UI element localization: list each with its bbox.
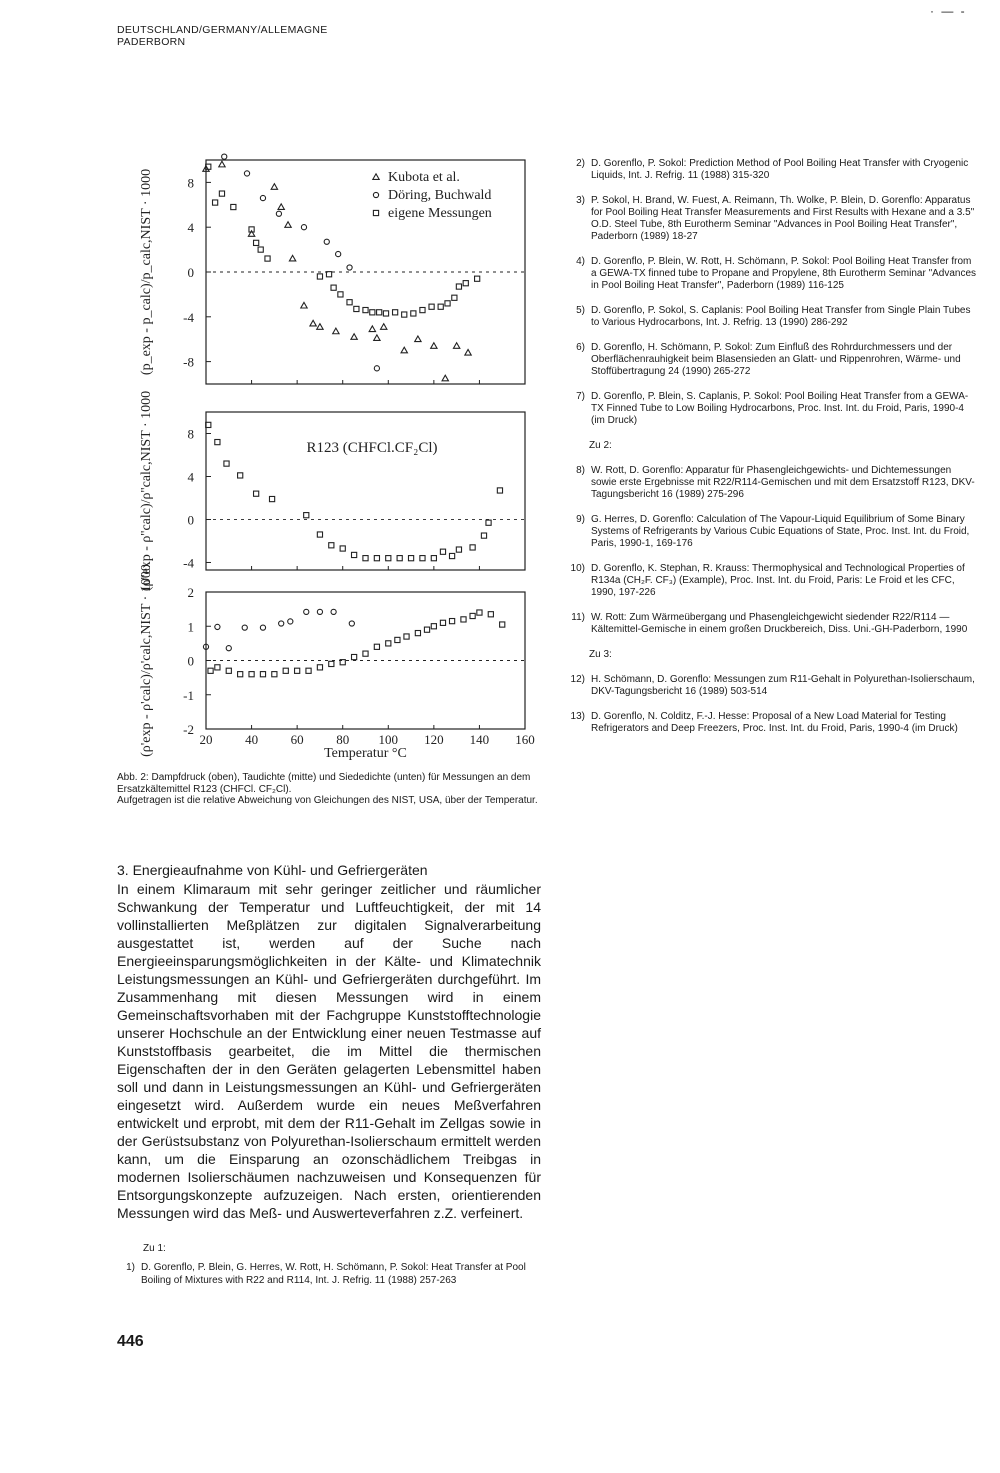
data-point (306, 668, 311, 673)
x-axis-label: Temperatur °C (324, 746, 407, 761)
figure-abb-2 (0, 0, 560, 770)
reference-text: D. Gorenflo, P. Blein, W. Rott, H. Schömann, P. Sokol: Pool Boiling Heat Transfer from a GEWA-TX finned tube to Propane and Propylene, 8th Eurotherm Seminar "Advances in Pool Boiling Heat Transfer", Paderborn (1989) 116-125 (591, 256, 977, 291)
data-point (295, 668, 300, 673)
figure-caption (117, 772, 542, 807)
data-point (310, 320, 316, 326)
reference-number: 13) (570, 711, 585, 722)
data-point (465, 349, 471, 355)
reference-text: W. Rott, D. Gorenflo: Apparatur für Phasengleichgewichts- und Dichtemessungen sowie erste Ergebnisse mit R22/R114-Gemischen und mit dem Ersatzstoff R123, DKV-Tagungsbericht 16 (1989) 275-296 (591, 465, 975, 500)
data-point (386, 556, 391, 561)
reference-number: 1) (126, 1262, 135, 1273)
data-point (352, 552, 357, 557)
data-point (238, 473, 243, 478)
data-point (363, 307, 368, 312)
reference-item (567, 711, 977, 735)
data-point (420, 556, 425, 561)
data-point (374, 366, 379, 371)
caption-line-2: Aufgetragen ist die relative Abweichung von Gleichungen des NIST, USA, über der Temperatur. (117, 795, 538, 806)
reference-item (567, 612, 977, 636)
reference-item (567, 305, 977, 329)
legend-entry: Döring, Buchwald (388, 188, 492, 203)
data-point (215, 665, 220, 670)
reference-number: 6) (576, 342, 585, 353)
data-point (276, 211, 281, 216)
data-point (470, 545, 475, 550)
data-point (226, 646, 231, 651)
y-tick-label: 0 (187, 265, 194, 280)
data-point (486, 520, 491, 525)
data-point (333, 328, 339, 334)
data-point (481, 533, 486, 538)
data-point (249, 672, 254, 677)
data-point (449, 619, 454, 624)
zu-label: Zu 3: (589, 649, 612, 660)
reference-text: G. Herres, D. Gorenflo: Calculation of The Vapour-Liquid Equilibrium of Some Binary Systems of Refrigerants by Various Cubic Equations of State, Proc. Inst. Int. du Froid, Paris, 1990-1, 169-176 (591, 514, 970, 549)
reference-text: D. Gorenflo, P. Sokol: Prediction Method of Pool Boiling Heat Transfer with Cryogenic Liquids, Int. J. Refrig. 11 (1988) 315-320 (591, 158, 969, 181)
data-point (329, 661, 334, 666)
x-tick-label: 80 (336, 732, 350, 747)
data-point (317, 274, 322, 279)
references-list (567, 158, 977, 748)
data-point (456, 547, 461, 552)
y-tick-label: 0 (187, 512, 194, 528)
data-point (278, 204, 284, 210)
data-point (301, 225, 306, 230)
reference-item (567, 514, 977, 550)
legend-marker (373, 192, 378, 197)
data-point (340, 546, 345, 551)
data-point (431, 343, 437, 349)
y-tick-label: 1 (187, 619, 194, 635)
data-point (461, 617, 466, 622)
data-point (254, 491, 259, 496)
data-point (442, 375, 448, 381)
data-point (470, 613, 475, 618)
reference-number: 9) (576, 514, 585, 525)
x-tick-label: 160 (515, 732, 535, 747)
y-tick-label: -8 (183, 354, 194, 370)
caption-line-1: Abb. 2: Dampfdruck (oben), Taudichte (mitte) und Siededichte (unten) für Messungen an dem Ersatzkältemittel R123 (CHFCl. CF₂Cl). (117, 772, 531, 795)
data-point (393, 310, 398, 315)
y-tick-label: -1 (183, 687, 194, 703)
data-point (272, 672, 277, 677)
data-point (351, 334, 357, 340)
y-tick-label: 4 (187, 220, 194, 236)
data-point (369, 326, 375, 332)
data-point (349, 621, 354, 626)
data-point (231, 204, 236, 209)
data-point (283, 668, 288, 673)
data-point (374, 556, 379, 561)
reference-item (567, 391, 977, 427)
data-point (415, 336, 421, 342)
reference-text: W. Rott: Zum Wärmeübergang und Phasengleichgewicht siedender R22/R114 — Kältemittel-Gemische in einem großen Druckbereich, Diss. Uni.-GH-Paderborn, 1990 (591, 612, 968, 635)
data-point (438, 304, 443, 309)
data-point (260, 195, 265, 200)
reference-text: D. Gorenflo, P. Sokol, S. Caplanis: Pool Boiling Heat Transfer from Single Plain Tubes to Various Hydrocarbons, Int. J. Refrig. 13 (1990) 286-292 (591, 305, 971, 328)
data-point (363, 651, 368, 656)
y-tick-label: 4 (187, 469, 194, 485)
x-tick-label: 100 (378, 732, 399, 747)
reference-text: D. Gorenflo, P. Blein, G. Herres, W. Rott, H. Schömann, P. Sokol: Heat Transfer at Pool Boiling of Mixtures with R22 and R114, Int. J. Refrig. 11 (1988) 257-263 (141, 1262, 526, 1286)
data-point (329, 543, 334, 548)
header-city: PADERBORN (117, 36, 186, 48)
y-tick-label: 8 (187, 426, 194, 442)
section-body: In einem Klimaraum mit sehr geringer zeitlicher und räumlicher Schwankung der Temperatur und Luftfeuchtigkeit, der mit 14 vollinstallierten Meßplätzen zur digitalen Signalverarbeitung ausgestattet ist, werden auf der Suche nach Energieeinsparungsmöglichkeiten in der Kälte- und Klimatechnik Leistungsmessungen an Kühl- und Gefriergeräten durchgeführt. Im Zusammenhang mit diesen Messungen wird in einem Gemeinschaftsvorhaben mit der Fachgruppe Kunststofftechnologie unserer Hochschule an der Entwicklung einer neuen Testmasse auf Kunststoffbasis gearbeitet, die im Mittel die thermischen Eigenschaften der in den Geräten gelagerten Lebensmittel haben soll und dann in Leistungsmessungen an Kühl- und Gefriergeräten eingesetzt wird. Außerdem wurde ein neues Meßverfahren entwickelt und erprobt, mit dem der R11-Gehalt im Zellgas sowie in der Gerüstsubstanz von Polyurethan-Isolierschaum ermittelt werden kann, um die Einsparung an ozonschädlichem Treibgas in modernen Isolierschäumen nachzuweisen und Konsequenzen für Entsorgungskonzepte aufzuzeigen. Nach ersten, orientierenden Messungen wird das Meß- und Auswerteverfahren z.Z. verfeinert. (117, 881, 541, 1221)
data-point (449, 553, 454, 558)
data-point (336, 251, 341, 256)
reference-number: 5) (576, 305, 585, 316)
data-point (440, 549, 445, 554)
data-point (208, 668, 213, 673)
reference-text: D. Gorenflo, N. Colditz, F.-J. Hesse: Proposal of a New Load Material for Testing Refrigerators and Deep Freezers, Proc. Inst. Int. du Froid, Paris, 1990-4 (im Druck) (591, 711, 958, 734)
y-tick-label: 2 (187, 585, 194, 600)
y-axis-label: (ρ''exp - ρ''calc)/ρ''calc,NIST · 1000 (139, 390, 154, 592)
reference-item (567, 674, 977, 698)
reference-1 (117, 1262, 541, 1287)
data-point (254, 240, 259, 245)
x-tick-label: 140 (469, 732, 490, 747)
data-point (401, 347, 407, 353)
data-point (395, 637, 400, 642)
reference-number: 10) (570, 563, 585, 574)
data-point (269, 496, 274, 501)
data-point (500, 622, 505, 627)
data-point (331, 285, 336, 290)
data-point (440, 620, 445, 625)
data-point (445, 301, 450, 306)
data-point (477, 610, 482, 615)
legend-marker (373, 210, 378, 215)
reference-text: D. Gorenflo, P. Blein, S. Caplanis, P. Sokol: Pool Boiling Heat Transfer from a GEWA-TX Finned Tube to Low Boiling Hydrocarbons, Proc. Inst. Int. du Froid, Paris, 1990-4 (im Druck) (591, 391, 969, 426)
data-point (431, 624, 436, 629)
data-point (411, 311, 416, 316)
data-point (213, 200, 218, 205)
reference-text: D. Gorenflo, H. Schömann, P. Sokol: Zum Einfluß des Rohrdurchmessers und der Oberflächenrauhigkeit beim Blasensieden an Glatt- und Rippenrohren, Wärme- und Stoffübertragung 24 (1990) 265-272 (591, 342, 961, 377)
y-tick-label: -4 (183, 309, 194, 325)
page-number: 446 (117, 1333, 144, 1350)
y-tick-label: -2 (183, 722, 194, 737)
y-axis-label: (p_exp - p_calc)/p_calc,NIST · 1000 (139, 168, 154, 376)
reference-text: P. Sokol, H. Brand, W. Fuest, A. Reimann, Th. Wolke, P. Blein, D. Gorenflo: Apparatus for Pool Boiling Heat Transfer Measurements and First Results with Hexane and a 3.5" O.D. Steel Tube, 8th Eurotherm Seminar "Advances in Pool Boiling Heat Transfer", Paderborn (1989) 18-27 (591, 195, 975, 242)
data-point (424, 627, 429, 632)
data-point (222, 154, 227, 159)
data-point (374, 644, 379, 649)
data-point (475, 276, 480, 281)
data-point (347, 300, 352, 305)
data-point (317, 609, 322, 614)
data-point (456, 284, 461, 289)
data-point (271, 184, 277, 190)
section-title: 3. Energieaufnahme von Kühl- und Gefriergeräten (117, 862, 428, 878)
data-point (226, 668, 231, 673)
y-tick-label: 0 (187, 653, 194, 669)
data-point (285, 222, 291, 228)
data-point (497, 488, 502, 493)
data-point (258, 247, 263, 252)
reference-number: 7) (576, 391, 585, 402)
data-point (377, 310, 382, 315)
reference-item (567, 158, 977, 182)
corner-mark: · — ‐ (930, 4, 967, 18)
data-point (408, 556, 413, 561)
x-tick-label: 120 (424, 732, 444, 747)
y-tick-label: -4 (183, 555, 194, 571)
reference-item (567, 563, 977, 599)
zu1-label: Zu 1: (143, 1243, 166, 1254)
data-point (301, 302, 307, 308)
data-point (304, 609, 309, 614)
data-point (381, 324, 387, 330)
y-axis-label: (ρ'exp - ρ'calc)/ρ'calc,NIST · 1000 (139, 564, 154, 757)
legend-entry: eigene Messungen (388, 206, 492, 221)
data-point (452, 295, 457, 300)
chart-annotation: R123 (CHFCl.CF₂Cl) (306, 440, 438, 456)
data-point (386, 641, 391, 646)
reference-number: 3) (576, 195, 585, 206)
data-point (402, 312, 407, 317)
zu-label: Zu 2: (589, 440, 612, 451)
data-point (244, 171, 249, 176)
data-point (383, 311, 388, 316)
data-point (215, 624, 220, 629)
data-point (265, 256, 270, 261)
data-point (219, 161, 225, 167)
reference-item (567, 465, 977, 501)
data-point (431, 556, 436, 561)
reference-number: 12) (570, 674, 585, 685)
data-point (260, 672, 265, 677)
data-point (463, 281, 468, 286)
data-point (317, 665, 322, 670)
x-tick-label: 40 (245, 732, 259, 747)
reference-item (567, 342, 977, 378)
reference-item (567, 256, 977, 292)
data-point (219, 191, 224, 196)
header-country: DEUTSCHLAND/GERMANY/ALLEMAGNE (117, 24, 328, 36)
reference-number: 2) (576, 158, 585, 169)
data-point (317, 532, 322, 537)
data-point (347, 265, 352, 270)
data-point (260, 625, 265, 630)
data-point (363, 556, 368, 561)
data-point (374, 335, 380, 341)
y-tick-label: 8 (187, 175, 194, 191)
data-point (215, 439, 220, 444)
data-point (352, 654, 357, 659)
data-point (488, 612, 493, 617)
legend-entry: Kubota et al. (388, 170, 460, 185)
x-tick-label: 60 (290, 732, 304, 747)
data-point (317, 324, 323, 330)
data-point (370, 310, 375, 315)
reference-number: 11) (571, 612, 585, 623)
reference-number: 4) (576, 256, 585, 267)
data-point (324, 239, 329, 244)
data-point (429, 304, 434, 309)
reference-text: D. Gorenflo, K. Stephan, R. Krauss: Thermophysical and Technological Properties of R134a (CH₂F. CF₃) (Example), Proc. Inst. Int. du Froid, Paris: Le Froid et les CFC, 1990, 197-226 (591, 563, 965, 598)
reference-item (567, 195, 977, 243)
x-tick-label: 20 (199, 732, 213, 747)
data-point (453, 343, 459, 349)
data-point (304, 513, 309, 518)
data-point (238, 672, 243, 677)
data-point (331, 609, 336, 614)
reference-number: 8) (576, 465, 585, 476)
data-point (289, 255, 295, 261)
data-point (288, 619, 293, 624)
data-point (397, 556, 402, 561)
data-point (404, 634, 409, 639)
legend-marker (373, 174, 379, 180)
data-point (420, 307, 425, 312)
data-point (279, 621, 284, 626)
reference-text: H. Schömann, D. Gorenflo: Messungen zum R11-Gehalt in Polyurethan-Isolierschaum, DKV-Tagungsbericht 16 (1989) 503-514 (591, 674, 975, 697)
data-point (242, 625, 247, 630)
data-point (354, 306, 359, 311)
data-point (338, 292, 343, 297)
data-point (415, 631, 420, 636)
data-point (224, 461, 229, 466)
